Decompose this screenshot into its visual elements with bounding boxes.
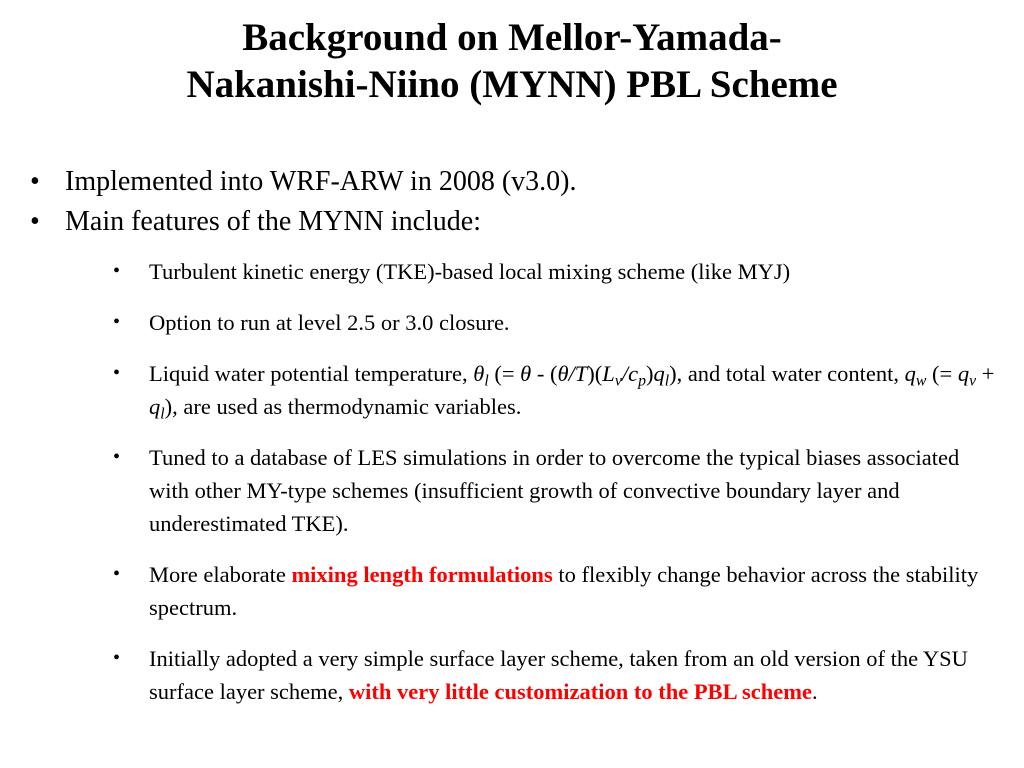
bullet-icon: •	[113, 311, 121, 333]
main-bullet-text: Implemented into WRF-ARW in 2008 (v3.0).	[65, 166, 577, 197]
sub-bullet-item-tke	[113, 255, 1003, 288]
sub-bullet-text: Tuned to a database of LES simulations in order to overcome the typical biases associated with other MY-type schemes (insufficient growth of convective boundary layer and underestimated TKE).	[149, 445, 960, 536]
sub-bullet-item-surface-layer	[113, 642, 1003, 708]
title-line-2: Nakanishi-Niino (MYNN) PBL Scheme	[186, 63, 838, 106]
sub-bullet-text: More elaborate mixing length formulations to flexibly change behavior across the stability spectrum.	[149, 562, 979, 620]
sub-bullet-text: Option to run at level 2.5 or 3.0 closure.	[149, 310, 510, 335]
main-bullet-item	[30, 202, 1000, 242]
main-bullet-list	[30, 162, 1000, 242]
highlight-text: mixing length formulations	[291, 562, 553, 587]
sub-bullet-item-les-tuning	[113, 441, 1003, 540]
bullet-icon: •	[113, 563, 121, 585]
sub-bullet-text: Liquid water potential temperature, $\theta_l$ (= θ - $(\theta/T)(L_v/c_p)q_l$), and total water content, $q_w$ (= $q_v + q_l$), are used as thermodynamic variables.	[149, 361, 995, 423]
sub-bullet-text: Turbulent kinetic energy (TKE)-based local mixing scheme (like MYJ)	[149, 259, 791, 284]
sub-bullet-item-mixing-length	[113, 558, 1003, 624]
sub-bullet-text: Initially adopted a very simple surface layer scheme, taken from an old version of the YSU surface layer scheme, with very little customization to the PBL scheme.	[149, 646, 968, 704]
bullet-icon: •	[113, 647, 121, 669]
main-bullet-item	[30, 162, 1000, 202]
sub-bullet-item-closure	[113, 306, 1003, 339]
highlight-text: with very little customization to the PBL scheme	[348, 679, 812, 704]
title-line-1: Background on Mellor-Yamada-	[242, 16, 782, 59]
bullet-icon: •	[30, 166, 40, 197]
bullet-icon: •	[113, 260, 121, 282]
slide-title	[0, 14, 1024, 108]
bullet-icon: •	[30, 206, 40, 237]
sub-bullet-list	[113, 255, 1003, 726]
main-bullet-text: Main features of the MYNN include:	[65, 206, 481, 237]
bullet-icon: •	[113, 446, 121, 468]
sub-bullet-item-thermo-vars	[113, 357, 1003, 423]
bullet-icon: •	[113, 362, 121, 384]
